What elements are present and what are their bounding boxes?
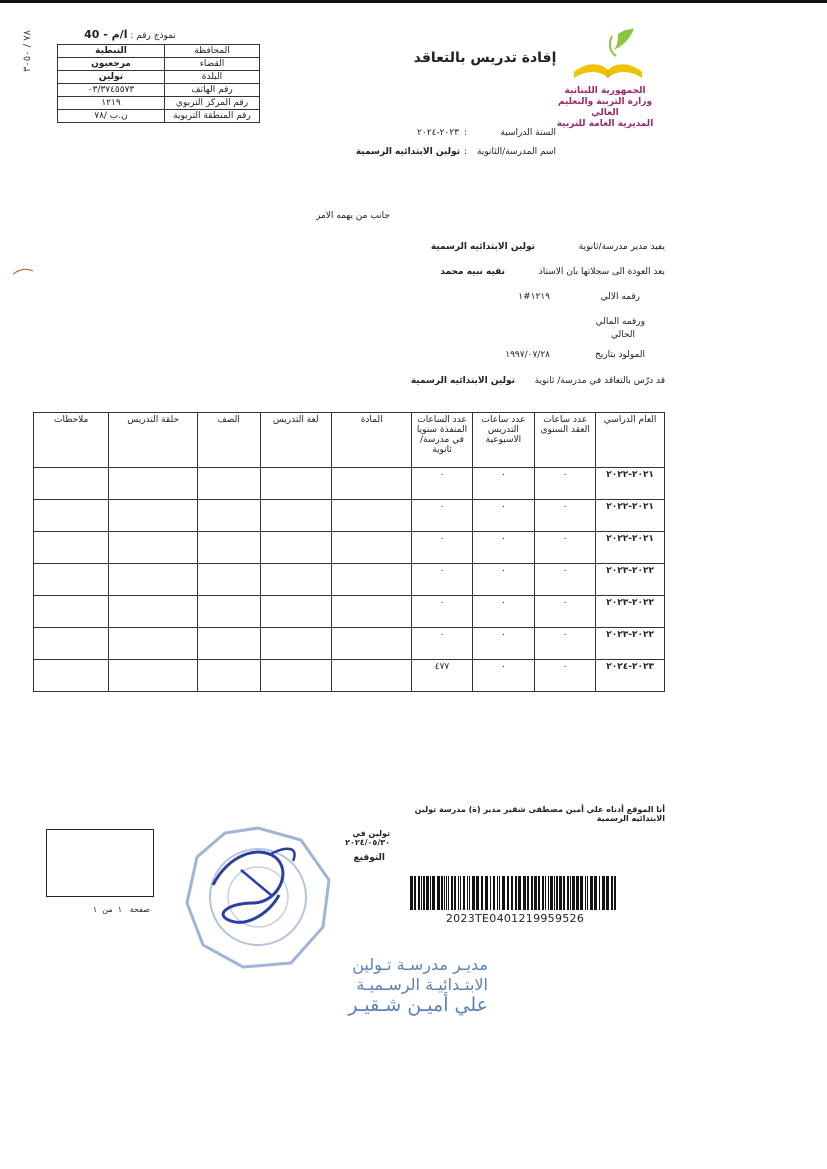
- table-cell: ٢٠٢١-٢٠٢٢: [596, 468, 665, 500]
- table-cell: ٠: [412, 532, 472, 564]
- table-cell: [260, 628, 331, 660]
- table-row: [34, 628, 665, 660]
- table-cell: ٠: [412, 468, 472, 500]
- table-cell: [260, 596, 331, 628]
- table-cell: [331, 532, 411, 564]
- seal-line-1: مديـر مدرسـة تـولين: [352, 955, 488, 974]
- barcode-bar: [426, 876, 429, 910]
- ministry-line-1: الجمهورية اللبنانية: [564, 86, 646, 96]
- barcode-bar: [602, 876, 605, 910]
- table-cell: ٠: [472, 500, 534, 532]
- barcode-bar: [614, 876, 616, 910]
- barcode-bar: [418, 876, 420, 910]
- table-cell: [34, 596, 109, 628]
- barcode-bar: [467, 876, 468, 910]
- info-label: المحافظة: [165, 45, 260, 58]
- page-current: ١: [117, 905, 123, 914]
- school-year-value: ٢٠٢٣-٢٠٢٤: [417, 128, 459, 138]
- table-cell: ٢٠٢٢-٢٠٢٣: [596, 564, 665, 596]
- table-cell: ٠: [412, 596, 472, 628]
- barcode-bar: [511, 876, 513, 910]
- barcode-bar: [485, 876, 488, 910]
- side-code: ٧٨ / ٣٠٥٠: [22, 30, 33, 72]
- info-value: النبطية: [58, 45, 165, 58]
- page-of: من: [102, 905, 113, 914]
- barcode-bar: [550, 876, 553, 910]
- barcode-bar: [559, 876, 562, 910]
- ministry-line-2: وزارة التربية والتعليم العالي: [557, 97, 653, 118]
- barcode-bar: [570, 876, 571, 910]
- table-cell: ٠: [472, 628, 534, 660]
- table-row: [34, 596, 665, 628]
- barcode-bar: [556, 876, 558, 910]
- barcode-bar: [542, 876, 544, 910]
- page-indicator: [50, 905, 150, 914]
- table-cell: [34, 660, 109, 692]
- table-cell: [197, 468, 260, 500]
- barcode-bar: [414, 876, 416, 910]
- date-line: تولين في ٢٠٢٤/٠٥/٣٠: [345, 829, 390, 847]
- table-cell: [331, 468, 411, 500]
- taught-school: تولين الابتدائيه الرسمية: [410, 376, 515, 386]
- barcode-bar: [554, 876, 555, 910]
- table-cell: [260, 564, 331, 596]
- school-name-label: اسم المدرسة/الثانوية: [477, 147, 556, 157]
- table-cell: ٠: [535, 564, 596, 596]
- table-cell: [109, 500, 198, 532]
- barcode-bar: [476, 876, 479, 910]
- barcode-bar: [523, 876, 526, 910]
- barcode-bar: [446, 876, 447, 910]
- barcode-bar: [472, 876, 475, 910]
- table-cell: [260, 660, 331, 692]
- table-cell: [34, 628, 109, 660]
- column-header: عدد ساعات التدريس الاسبوعية: [472, 413, 534, 468]
- info-label: القضاء: [165, 58, 260, 71]
- info-row: [58, 110, 260, 123]
- barcode-bar: [481, 876, 483, 910]
- info-row: [58, 45, 260, 58]
- info-label: البلدة: [165, 71, 260, 84]
- barcode-bar: [580, 876, 583, 910]
- table-cell: [331, 660, 411, 692]
- table-cell: ٠: [535, 532, 596, 564]
- table-cell: [197, 660, 260, 692]
- barcode-bar: [451, 876, 453, 910]
- page-word: صفحة: [129, 905, 150, 914]
- barcode-bar: [567, 876, 569, 910]
- barcode-bar: [454, 876, 456, 910]
- barcode-bar: [590, 876, 593, 910]
- table-row: [34, 660, 665, 692]
- table-cell: [197, 564, 260, 596]
- table-cell: [34, 500, 109, 532]
- info-value: ن.ب /٧٨: [58, 110, 165, 123]
- barcode-bar: [572, 876, 575, 910]
- table-cell: [109, 628, 198, 660]
- document-title: إفادة تدريس بالتعاقد: [413, 50, 557, 66]
- barcode: [410, 876, 620, 910]
- records-label: بعد العودة الى سجلاتها بان الاستاذ: [538, 267, 665, 277]
- school-name-sep: :: [464, 147, 468, 157]
- form-number-label: نموذج رقم :: [130, 31, 176, 41]
- info-label: رقم الهاتف: [165, 84, 260, 97]
- table-cell: [331, 564, 411, 596]
- column-header: الصف: [197, 413, 260, 468]
- table-cell: [260, 468, 331, 500]
- info-label: رقم المنطقة التربوية: [165, 110, 260, 123]
- table-cell: [34, 532, 109, 564]
- barcode-bar: [585, 876, 586, 910]
- scan-mark-icon: [12, 266, 34, 276]
- table-cell: [34, 468, 109, 500]
- column-header: عدد الساعات المنفذة سنويا في مدرسة/ثانوية: [412, 413, 472, 468]
- barcode-bar: [421, 876, 422, 910]
- barcode-bar: [606, 876, 609, 910]
- barcode-bar: [441, 876, 443, 910]
- column-header: لغة التدريس: [260, 413, 331, 468]
- barcode-bar: [493, 876, 495, 910]
- seal-line-3: علي أميـن شـقيـر: [348, 994, 488, 1016]
- teacher-name: نقيه نبيه محمد: [440, 267, 505, 277]
- table-cell: ٠: [535, 468, 596, 500]
- barcode-bar: [534, 876, 537, 910]
- barcode-bar: [545, 876, 546, 910]
- barcode-bar: [499, 876, 500, 910]
- table-cell: [197, 500, 260, 532]
- barcode-bar: [430, 876, 431, 910]
- barcode-bar: [444, 876, 445, 910]
- info-value: ١٢١٩: [58, 97, 165, 110]
- table-cell: ٠: [472, 468, 534, 500]
- table-cell: [109, 532, 198, 564]
- form-number-value: ا/م - 40: [84, 28, 128, 41]
- info-value: مرجعيون: [58, 58, 165, 71]
- table-cell: [109, 564, 198, 596]
- barcode-bar: [576, 876, 579, 910]
- table-cell: [331, 500, 411, 532]
- column-header: ملاحظات: [34, 413, 109, 468]
- barcode-bar: [527, 876, 529, 910]
- info-row: [58, 71, 260, 84]
- school-name-value: تولين الابتدائيه الرسمية: [355, 147, 460, 157]
- finance-number-label-2: الحالي: [610, 330, 635, 340]
- taught-label: قد درّس بالتعاقد في مدرسة/ ثانوية: [534, 376, 665, 386]
- barcode-bar: [423, 876, 425, 910]
- barcode-bar: [502, 876, 505, 910]
- barcode-bar: [410, 876, 413, 910]
- info-value: تولين: [58, 71, 165, 84]
- director-seal-text: [318, 955, 488, 1015]
- barcode-bar: [518, 876, 521, 910]
- barcode-bar: [497, 876, 498, 910]
- barcode-bar: [587, 876, 588, 910]
- table-cell: [197, 532, 260, 564]
- table-cell: [34, 564, 109, 596]
- table-cell: ٢٠٢١-٢٠٢٢: [596, 532, 665, 564]
- table-row: [34, 500, 665, 532]
- barcode-bar: [611, 876, 613, 910]
- declaration: أنا الموقع أدناه علي أمين مصطفى شقير مدير (ة) مدرسة تولين الابتدائيه الرسمية: [414, 805, 665, 823]
- table-cell: [260, 532, 331, 564]
- barcode-bar: [531, 876, 533, 910]
- table-cell: ٤٧٧: [412, 660, 472, 692]
- table-row: [34, 468, 665, 500]
- barcode-bar: [448, 876, 449, 910]
- barcode-bar: [469, 876, 470, 910]
- table-cell: [109, 660, 198, 692]
- ministry-line-3: المديرية العامة للتربية: [556, 119, 654, 129]
- barcode-bar: [437, 876, 440, 910]
- table-cell: ٢٠٢٢-٢٠٢٣: [596, 628, 665, 660]
- table-cell: ٠: [412, 500, 472, 532]
- column-header: حلقة التدريس: [109, 413, 198, 468]
- scan-top-edge: [0, 0, 827, 3]
- barcode-bar: [460, 876, 461, 910]
- table-cell: [331, 628, 411, 660]
- page-total: ١: [92, 905, 98, 914]
- auto-number-value: ١٢١٩#١: [518, 292, 550, 302]
- table-cell: [109, 468, 198, 500]
- table-cell: ٠: [535, 596, 596, 628]
- table-cell: [109, 596, 198, 628]
- barcode-bar: [490, 876, 491, 910]
- table-cell: [197, 596, 260, 628]
- table-cell: ٠: [472, 532, 534, 564]
- info-row: [58, 58, 260, 71]
- school-year-label: السنة الدراسية: [500, 128, 556, 138]
- column-header: المادة: [331, 413, 411, 468]
- table-cell: [331, 596, 411, 628]
- birth-date-value: ١٩٩٧/٠٧/٢٨: [505, 350, 550, 360]
- info-row: [58, 97, 260, 110]
- barcode-bar: [599, 876, 600, 910]
- form-number: [60, 28, 200, 41]
- barcode-bar: [463, 876, 465, 910]
- barcode-bar: [432, 876, 435, 910]
- info-row: [58, 84, 260, 97]
- signature-label: التوقيع: [353, 853, 385, 863]
- ministry-name: [545, 86, 665, 130]
- table-cell: ٢٠٢٣-٢٠٢٤: [596, 660, 665, 692]
- teaching-hours-table: [33, 412, 665, 692]
- barcode-bar: [507, 876, 509, 910]
- table-cell: ٠: [472, 596, 534, 628]
- seal-line-2: الابتـدائيـة الرسـميـة: [356, 975, 488, 994]
- director-value: تولين الابتدائيه الرسمية: [430, 242, 535, 252]
- table-cell: [260, 500, 331, 532]
- school-year-sep: :: [464, 128, 468, 138]
- birth-date-label: المولود بتاريخ: [595, 350, 645, 360]
- barcode-bar: [548, 876, 549, 910]
- barcode-bar: [563, 876, 565, 910]
- table-row: [34, 564, 665, 596]
- table-cell: ٠: [535, 500, 596, 532]
- info-label: رقم المركز التربوي: [165, 97, 260, 110]
- table-cell: ٢٠٢٢-٢٠٢٣: [596, 596, 665, 628]
- table-cell: ٠: [412, 628, 472, 660]
- director-label: يفيد مدير مدرسة/ثانوية: [578, 242, 665, 252]
- info-table: [57, 44, 260, 123]
- table-cell: [197, 628, 260, 660]
- info-value: ٠٣/٣٧٤٥٥٧٣: [58, 84, 165, 97]
- auto-number-label: رقمه الالي: [600, 292, 640, 302]
- signature-box: [46, 829, 154, 897]
- column-header: عدد ساعات العقد السنوي: [535, 413, 596, 468]
- table-header-row: [34, 413, 665, 468]
- barcode-bar: [458, 876, 459, 910]
- table-cell: ٠: [535, 628, 596, 660]
- barcode-number: 2023TE0401219959526: [445, 912, 585, 925]
- table-row: [34, 532, 665, 564]
- barcode-bar: [594, 876, 597, 910]
- table-cell: ٠: [412, 564, 472, 596]
- to-whom: جانب من يهمه الامر: [315, 211, 390, 221]
- barcode-bar: [538, 876, 540, 910]
- barcode-bar: [515, 876, 517, 910]
- column-header: العام الدراسي: [596, 413, 665, 468]
- table-cell: ٠: [472, 564, 534, 596]
- table-cell: ٢٠٢١-٢٠٢٢: [596, 500, 665, 532]
- table-cell: ٠: [535, 660, 596, 692]
- finance-number-label: ورقمه المالي: [595, 317, 645, 327]
- table-cell: ٠: [472, 660, 534, 692]
